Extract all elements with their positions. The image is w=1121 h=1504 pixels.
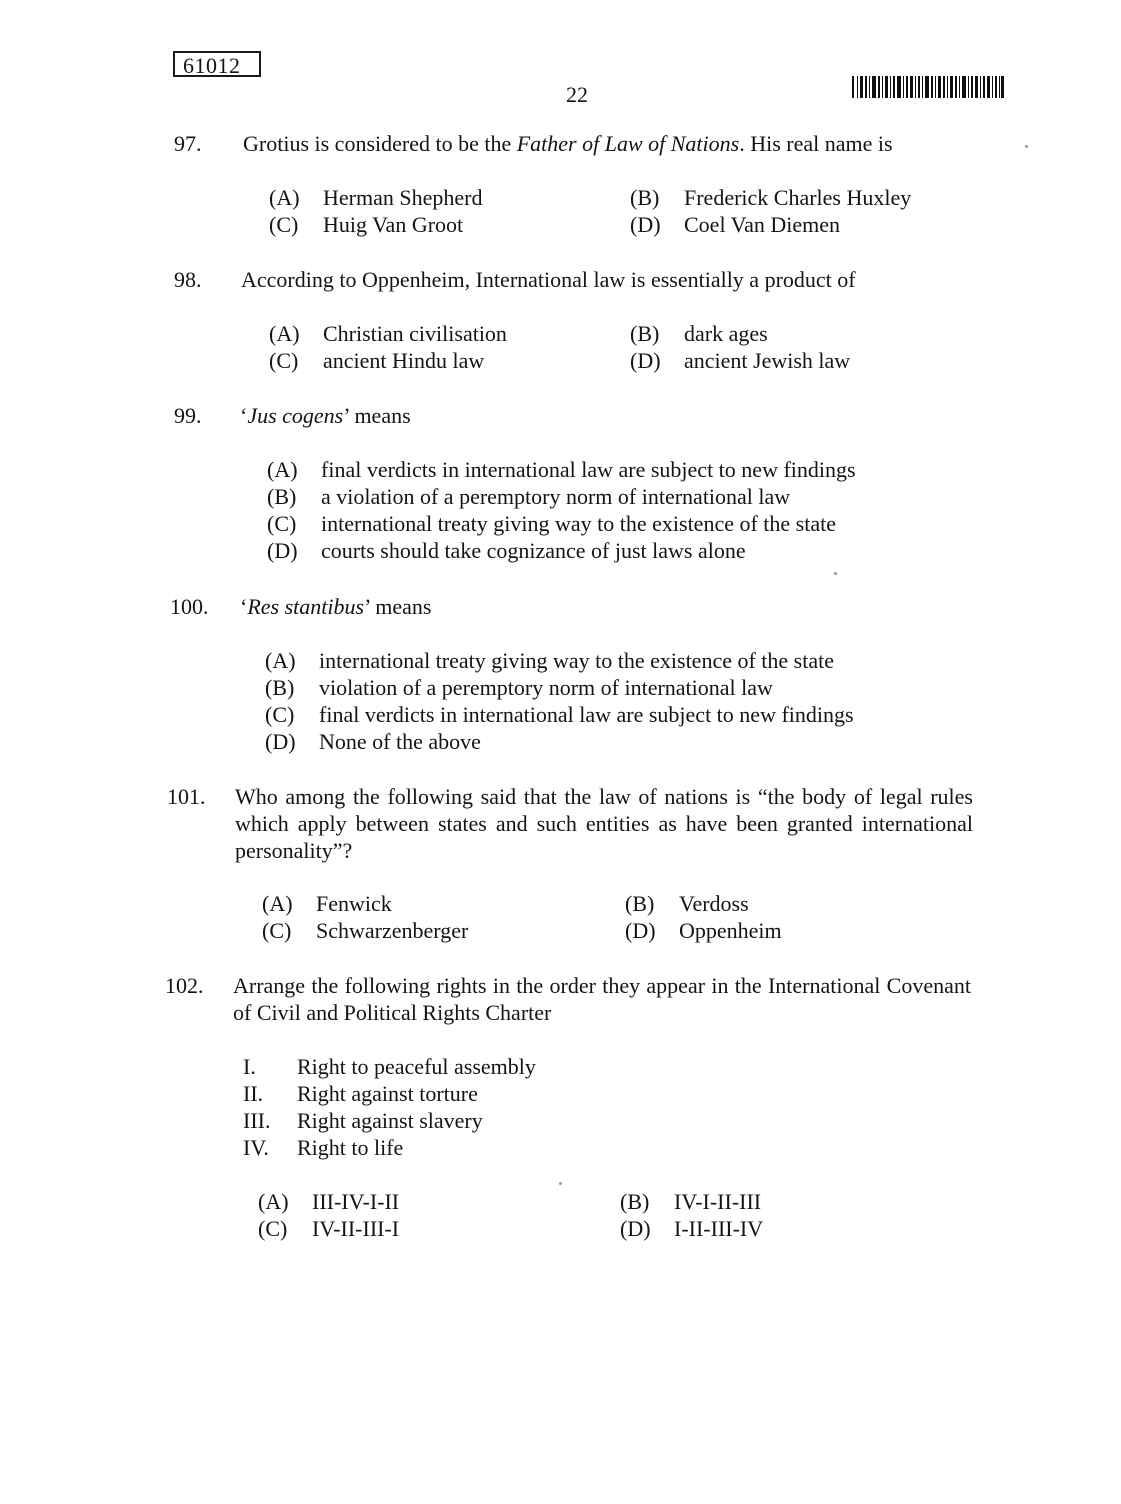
option-a: (A) III-IV-I-II <box>258 1189 400 1214</box>
option-b: (B) IV-I-II-III <box>620 1189 762 1214</box>
question-number: 97. <box>174 131 202 156</box>
option-d: (D) Oppenheim <box>625 918 782 943</box>
statement-1: I. Right to peaceful assembly <box>243 1054 536 1079</box>
option-d: (D) None of the above <box>265 729 481 754</box>
option-d: (D) courts should take cognizance of just laws alone <box>267 538 746 563</box>
option-c: (C) international treaty giving way to the existence of the state <box>267 511 836 536</box>
option-b: (B) violation of a peremptory norm of international law <box>265 675 773 700</box>
statement-4: IV. Right to life <box>243 1135 404 1160</box>
option-c: (C) Schwarzenberger <box>262 918 469 943</box>
question-number: 101. <box>167 784 206 809</box>
scan-speck <box>559 1182 562 1185</box>
option-c: (C) final verdicts in international law are subject to new findings <box>265 702 854 727</box>
option-d: (D) Coel Van Diemen <box>630 212 841 237</box>
question-text: According to Oppenheim, International law is essentially a product of <box>241 267 856 292</box>
option-c: (C) Huig Van Groot <box>269 212 464 237</box>
paper-code: 61012 <box>173 51 261 77</box>
page-number: 22 <box>566 82 588 107</box>
option-b: (B) a violation of a peremptory norm of international law <box>267 484 791 509</box>
option-d: (D) ancient Jewish law <box>630 348 851 373</box>
option-c: (C) IV-II-III-I <box>258 1216 400 1241</box>
barcode-image <box>852 72 1004 98</box>
question-text: ‘Jus cogens’ means <box>240 403 411 428</box>
question-text: Grotius is considered to be the Father of Law of Nations. His real name is <box>243 131 893 156</box>
question-number: 99. <box>174 403 202 428</box>
question-number: 102. <box>165 973 204 998</box>
question-number: 98. <box>174 267 202 292</box>
option-a: (A) Christian civilisation <box>269 321 507 346</box>
option-d: (D) I-II-III-IV <box>620 1216 764 1241</box>
statement-2: II. Right against torture <box>243 1081 478 1106</box>
scan-speck <box>1025 145 1028 148</box>
option-a: (A) Fenwick <box>262 891 392 916</box>
scan-speck <box>834 572 837 575</box>
question-number: 100. <box>170 594 209 619</box>
question-text: Arrange the following rights in the order they appear in the International Covenant of Civil and Political Rights Charter <box>233 973 971 1025</box>
option-b: (B) dark ages <box>630 321 768 346</box>
option-b: (B) Verdoss <box>625 891 749 916</box>
question-text: ‘Res stantibus’ means <box>240 594 432 619</box>
option-c: (C) ancient Hindu law <box>269 348 485 373</box>
option-a: (A) final verdicts in international law are subject to new findings <box>267 457 856 482</box>
option-b: (B) Frederick Charles Huxley <box>630 185 912 210</box>
statement-3: III. Right against slavery <box>243 1108 483 1133</box>
option-a: (A) Herman Shepherd <box>269 185 483 210</box>
option-a: (A) international treaty giving way to the existence of the state <box>265 648 834 673</box>
question-text: Who among the following said that the law of nations is “the body of legal rules which apply between states and such entities as have been granted international personality”? <box>235 784 973 863</box>
